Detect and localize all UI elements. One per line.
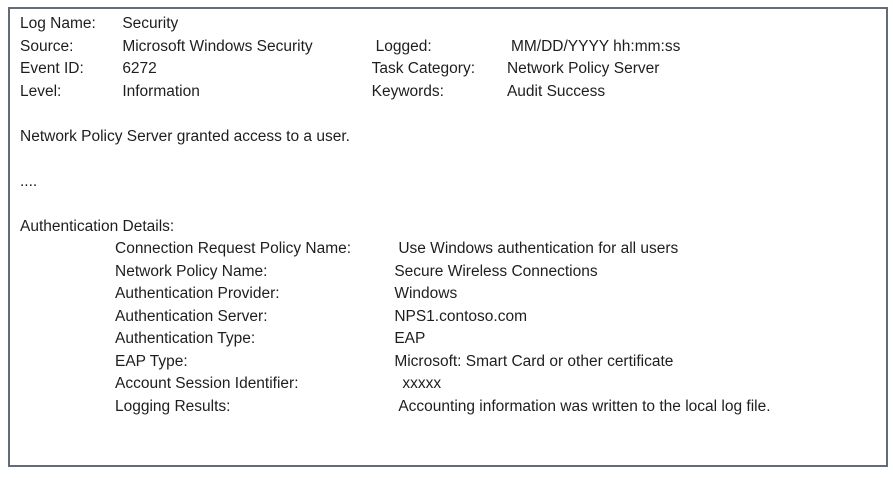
detail-label: Authentication Type: <box>115 330 256 347</box>
detail-value: Windows <box>394 285 458 302</box>
blank-line <box>20 103 876 126</box>
detail-value: Microsoft: Smart Card or other certificate <box>394 352 674 370</box>
field-label-logged: Logged: <box>375 37 432 55</box>
field-value-log-name: Security <box>122 15 179 32</box>
detail-label: EAP Type: <box>115 352 188 370</box>
field-label-keywords: Keywords: <box>371 82 444 100</box>
detail-value: NPS1.contoso.com <box>394 307 527 325</box>
detail-value: Secure Wireless Connections <box>394 262 598 280</box>
detail-label: Authentication Provider: <box>115 285 280 302</box>
event-log-box <box>8 7 888 467</box>
detail-row-authentication-server <box>20 306 876 329</box>
detail-label: Connection Request Policy Name: <box>115 240 352 257</box>
ellipsis-line: .... <box>20 172 38 190</box>
detail-value: Accounting information was written to the local log file. <box>398 397 771 415</box>
detail-value: xxxxx <box>402 375 442 392</box>
blank-line <box>20 148 876 171</box>
detail-row-network-policy-name <box>20 261 876 284</box>
detail-row-connection-request-policy <box>20 238 876 261</box>
detail-row-logging-results <box>20 396 876 419</box>
field-value-event-id: 6272 <box>122 60 157 77</box>
field-label-task-category: Task Category: <box>371 60 476 77</box>
field-label-source: Source: <box>20 37 74 55</box>
header-row-level-keywords <box>20 81 876 104</box>
detail-label: Authentication Server: <box>115 307 268 325</box>
detail-row-authentication-provider <box>20 283 876 306</box>
detail-value: EAP <box>394 330 426 347</box>
field-value-keywords: Audit Success <box>506 82 606 100</box>
detail-value: Use Windows authentication for all users <box>398 240 679 257</box>
field-value-source: Microsoft Windows Security <box>122 37 313 55</box>
detail-label: Network Policy Name: <box>115 262 268 280</box>
blank-line <box>20 193 876 216</box>
event-log-content <box>10 9 886 418</box>
detail-label: Logging Results: <box>115 397 231 415</box>
header-row-eventid-taskcategory <box>20 58 876 81</box>
field-value-task-category: Network Policy Server <box>506 60 660 77</box>
detail-row-authentication-type <box>20 328 876 351</box>
field-value-logged: MM/DD/YYYY hh:mm:ss <box>510 37 681 55</box>
field-value-level: Information <box>122 82 200 100</box>
field-label-log-name: Log Name: <box>20 15 96 32</box>
detail-row-eap-type <box>20 351 876 374</box>
detail-label: Account Session Identifier: <box>115 375 299 392</box>
field-label-level: Level: <box>20 82 62 100</box>
header-row-log-name <box>20 13 876 36</box>
header-row-source-logged <box>20 36 876 59</box>
detail-row-account-session-identifier <box>20 373 876 396</box>
section-title-authentication-details: Authentication Details: <box>20 217 175 235</box>
event-description: Network Policy Server granted access to a user. <box>20 127 350 145</box>
field-label-event-id: Event ID: <box>20 60 84 77</box>
